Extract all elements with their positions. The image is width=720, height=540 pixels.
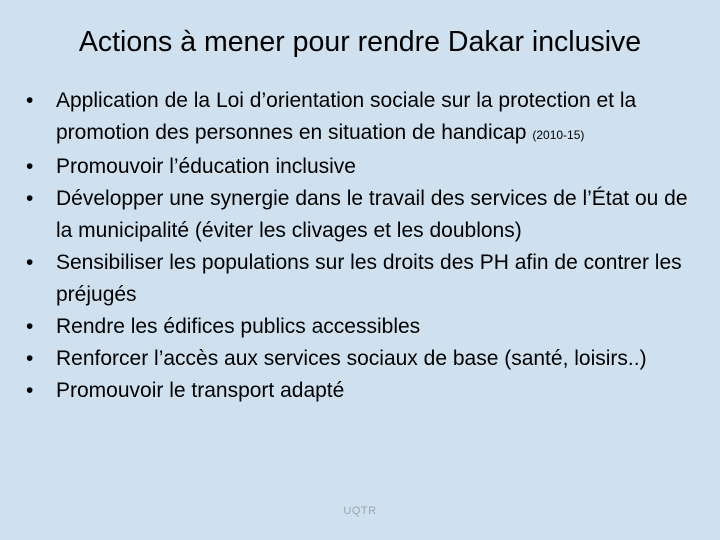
bullet-text: Rendre les édifices publics accessibles [56,315,421,338]
bullet-dot: • [26,155,34,178]
bullet-dot: • [26,315,34,338]
bullet-list [26,85,706,407]
bullet-text: Application de la Loi d’orientation sociale sur la protection et la promotion des personnes en situation de handicap [56,89,637,144]
bullet-item [26,85,706,151]
footer-label: UQTR [343,505,377,517]
bullet-text: Promouvoir l’éducation inclusive [56,155,356,178]
bullet-item [26,183,706,247]
slide-title: Actions à mener pour rendre Dakar inclusive [78,26,642,58]
bullet-text: Développer une synergie dans le travail des services de l’État ou de la municipalité (éviter les clivages et les doublons) [56,187,688,242]
bullet-text: Renforcer l’accès aux services sociaux de base (santé, loisirs..) [56,347,647,370]
bullet-dot: • [26,187,34,210]
bullet-item [26,343,706,375]
bullet-item [26,375,706,407]
bullet-item [26,151,706,183]
bullet-dot: • [26,251,34,274]
bullet-dot: • [26,89,34,112]
bullet-dot: • [26,347,34,370]
bullet-text: Promouvoir le transport adapté [56,379,345,402]
bullet-dot: • [26,379,34,402]
bullet-item [26,247,706,311]
bullet-item [26,311,706,343]
bullet-text: Sensibiliser les populations sur les droits des PH afin de contrer les préjugés [56,251,682,306]
date-range-note: (2010-15) [532,128,585,142]
